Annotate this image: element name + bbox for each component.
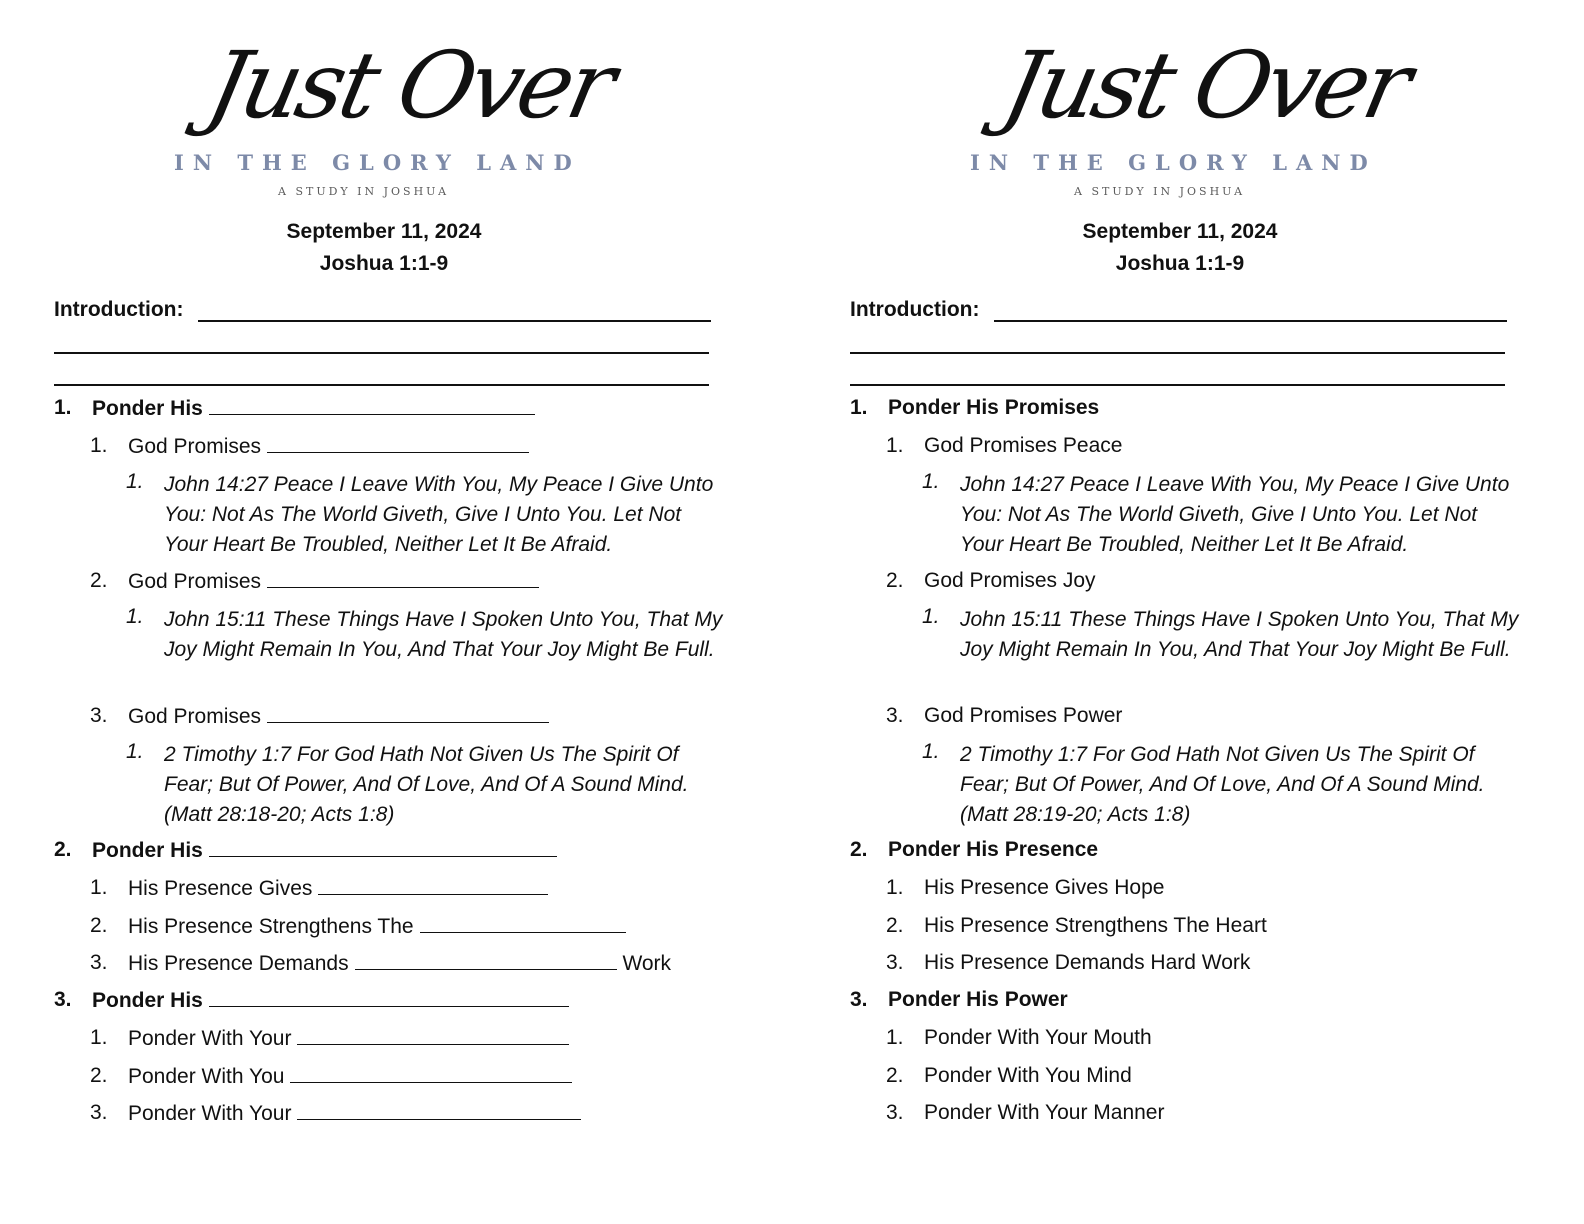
logo-subtitle: IN THE GLORY LAND <box>970 150 1377 175</box>
logo-subtitle: IN THE GLORY LAND <box>174 150 581 175</box>
date: September 11, 2024 <box>286 220 482 243</box>
fill-line <box>54 384 709 386</box>
logo-title: Just Over <box>994 32 1417 139</box>
logo-title: Just Over <box>198 32 621 139</box>
introduction-label: Introduction: <box>54 298 184 321</box>
logo-tagline: A STUDY IN JOSHUA <box>278 185 450 198</box>
scripture-reference: Joshua 1:1-9 <box>1115 252 1245 275</box>
fill-line <box>54 352 709 354</box>
fill-line <box>850 384 1505 386</box>
date: September 11, 2024 <box>1082 220 1278 243</box>
fill-line <box>850 352 1505 354</box>
introduction-label: Introduction: <box>850 298 980 321</box>
introduction <box>54 298 714 322</box>
introduction <box>850 298 1510 322</box>
logo-tagline: A STUDY IN JOSHUA <box>1074 185 1246 198</box>
scripture-reference: Joshua 1:1-9 <box>319 252 449 275</box>
worksheet-answers: Just Over IN THE GLORY LAND A STUDY IN JOSHUA September 11, 2024 Joshua 1:1-9 Introduction: 1. Ponder His Promises 1. God Promises Peace 1. John 14:27 Peace I Leave With You, My Peace I Give Unto You: Not As The World Giveth, Give I Unto You. Let Not Your Heart Be Troubled, Neither Let It Be Afraid. 2. God Promises Joy 1. John 15:11 These Things Have I Spoken Unto You, That My Joy Might Remain In You, And That Your Joy Might Be Full. 3. God Promises Power 1. 2 Timothy 1:7 For God Hath Not Given Us The Spirit Of Fear; But Of Power, And Of Love, And Of A Sound Mind. (Matt 28:19-20; Acts 1:8) 2. Ponder His Presence 1. His Presence Gives Hope 2. His Presence Strengthens The Heart 3. His Presence Demands Hard Work 3. Ponder His Power 1. Ponder With Your Mouth 2. Ponder With You Mind 3. Ponder With Your Manner <box>850 32 1519 1124</box>
fill-line <box>198 320 711 322</box>
series-logo <box>174 32 621 210</box>
worksheet-blank: Just Over IN THE GLORY LAND A STUDY IN JOSHUA September 11, 2024 Joshua 1:1-9 Introduction: 1. Ponder His 1. God Promises 1. John 14:27 Peace I Leave With You, My Peace I Give Unto You: Not As The World Giveth, Give I Unto You. Let Not Your Heart Be Troubled, Neither Let It Be Afraid. 2. God Promises 1. John 15:11 These Things Have I Spoken Unto You, That My Joy Might Remain In You, And That Your Joy Might Be Full. 3. God Promises 1. 2 Timothy 1:7 For God Hath Not Given Us The Spirit Of Fear; But Of Power, And Of Love, And Of A Sound Mind. (Matt 28:18-20; Acts 1:8) 2. Ponder His 1. His Presence Gives 2. His Presence Strengthens The 3. His Presence Demands Work 3. Ponder His 1. Ponder With Your 2. Ponder With You 3. Ponder With Your <box>54 32 723 1125</box>
fill-line <box>994 320 1507 322</box>
series-logo <box>970 32 1417 210</box>
